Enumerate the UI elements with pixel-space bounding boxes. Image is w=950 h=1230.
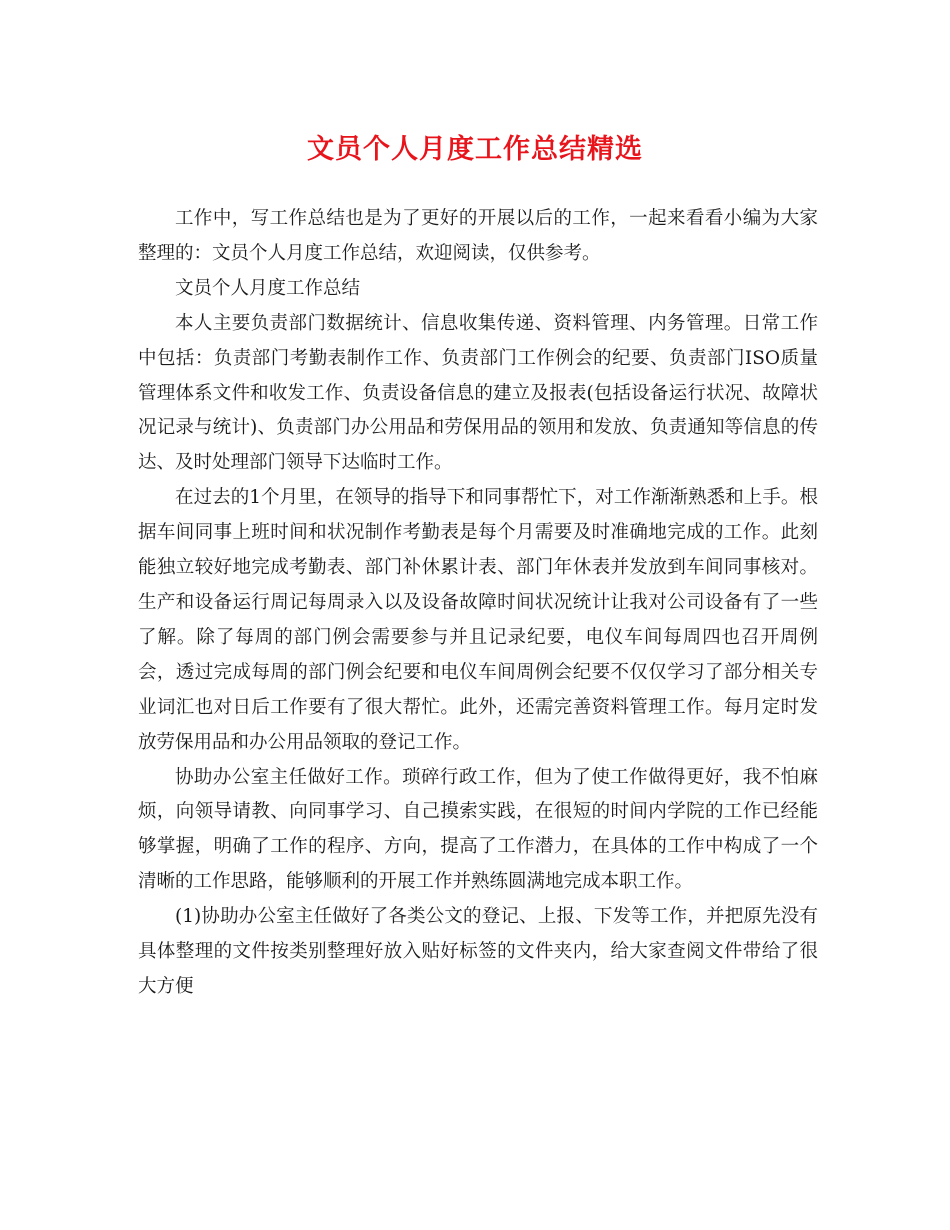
past-month-paragraph: 在过去的1个月里，在领导的指导下和同事帮忙下，对工作渐渐熟悉和上手。根据车间同事上班时间和状况制作考勤表是每个月需要及时准确地完成的工作。此刻能独立较好地完成考勤表、部门补休累计表、部门年休表并发放到车间同事核对。生产和设备运行周记每周录入以及设备故障时间状况统计让我对公司设备有了一些了解。除了每周的部门例会需要参与并且记录纪要，电仪车间每周四也召开周例会，透过完成每周的部门例会纪要和电仪车间周例会纪要不仅仅学习了部分相关专业词汇也对日后工作要有了很大帮忙。此外，还需完善资料管理工作。每月定时发放劳保用品和办公用品领取的登记工作。	[138, 487, 818, 753]
intro-paragraph: 工作中，写工作总结也是为了更好的开展以后的工作，一起来看看小编为大家整理的：文员个人月度工作总结，欢迎阅读，仅供参考。	[138, 208, 818, 264]
document-body	[138, 202, 818, 1005]
assist-director-paragraph: 协助办公室主任做好工作。琐碎行政工作，但为了使工作做得更好，我不怕麻烦，向领导请教、向同事学习、自己摸索实践，在很短的时间内学院的工作已经能够掌握，明确了工作的程序、方向，提高了工作潜力，在具体的工作中构成了一个清晰的工作思路，能够顺利的开展工作并熟练圆满地完成本职工作。	[138, 766, 818, 893]
section-heading: 文员个人月度工作总结	[175, 277, 361, 299]
responsibilities-paragraph: 本人主要负责部门数据统计、信息收集传递、资料管理、内务管理。日常工作中包括：负责部门考勤表制作工作、负责部门工作例会的纪要、负责部门ISO质量管理体系文件和收发工作、负责设备信息的建立及报表(包括设备运行状况、故障状况记录与统计)、负责部门办公用品和劳保用品的领用和发放、负责通知等信息的传达、及时处理部门领导下达临时工作。	[138, 312, 818, 474]
document-title: 文员个人月度工作总结精选	[307, 134, 643, 165]
item-1-paragraph: (1)协助办公室主任做好了各类公文的登记、上报、下发等工作，并把原先没有具体整理的文件按类别整理好放入贴好标签的文件夹内，给大家查阅文件带给了很大方便	[138, 906, 818, 997]
